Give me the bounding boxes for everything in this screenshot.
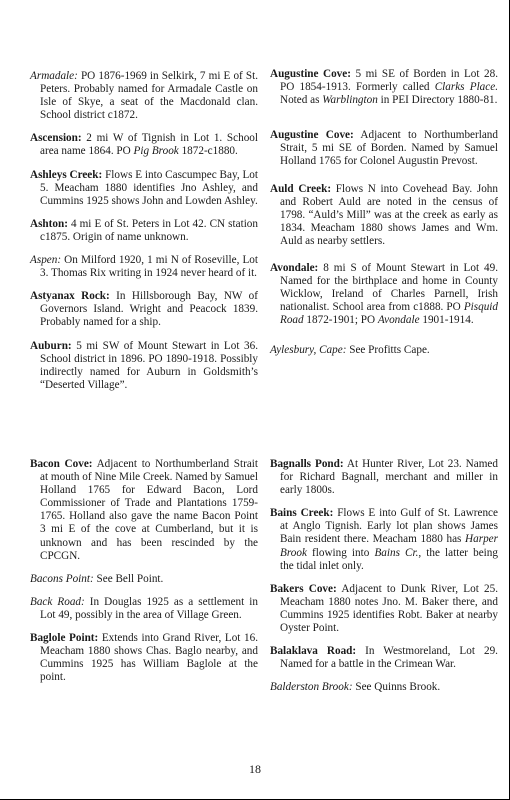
gazetteer-entry <box>30 596 258 622</box>
entry-italic-text: Bains Cr., <box>374 546 422 559</box>
entry-text: On Milford 1920, 1 mi N of Roseville, Lot 3. Thomas Rix writing in 1924 never heard of it. <box>40 254 258 280</box>
entry-text: In Hillsborough Bay, NW of Governors Island. Wright and Peacock 1839. Probably named for a ship. <box>40 290 258 329</box>
entry-text: Flows N into Covehead Bay. John and Robert Auld are noted in the census of 1798. “Auld’s Mill” was at the creek as early as 1834. Meacham 1880 shows James and Wm. Auld as nearby settlers. <box>280 182 498 247</box>
entry-text: Flows E into Gulf of St. Lawrence at Anglo Tignish. Early lot plan shows James Bain resident there. Meacham 1880 has <box>280 507 498 546</box>
right-column-bottom <box>270 458 498 704</box>
entry-term: Bagnalls Pond: <box>270 458 344 470</box>
entry-text: Extends into Grand River, Lot 16. Meacham 1880 shows Chas. Baglo nearby, and Cummins 1925 has William Baglole at the point. <box>40 632 258 684</box>
entry-text: 1901-1914. <box>419 314 474 327</box>
gazetteer-entry <box>30 573 258 586</box>
left-column-top <box>30 70 258 402</box>
gazetteer-entry <box>270 183 498 248</box>
gazetteer-entry <box>30 340 258 392</box>
entry-text: Adjacent to Northumberland Strait, 5 mi SE of Borden. Named by Samuel Holland 1765 for Colonel Augustin Prevost. <box>280 129 498 168</box>
gazetteer-entry <box>30 290 258 329</box>
gazetteer-entry <box>270 507 498 572</box>
entry-term: Avondale: <box>270 262 319 275</box>
entry-term: Augustine Cove: <box>270 68 351 80</box>
entry-term: Ascension: <box>30 132 82 145</box>
gazetteer-entry <box>30 458 258 563</box>
entry-term: Bacons Point: <box>30 572 94 585</box>
entry-text: 5 mi SW of Mount Stewart in Lot 36. School district in 1896. PO 1890-1918. Possibly indirectly named for Auburn in Goldsmith’s “Deserted Village”. <box>40 339 258 391</box>
entry-italic-text: Pig Brook <box>133 145 179 158</box>
entry-italic-text: Harper Brook <box>280 533 498 559</box>
gazetteer-entry <box>30 254 258 280</box>
entry-text: 2 mi W of Tignish in Lot 1. School area name 1864. PO <box>40 132 258 158</box>
gazetteer-entry <box>30 70 258 122</box>
entry-term: Armadale: <box>30 70 78 82</box>
entry-text: See Bell Point. <box>93 572 164 585</box>
entry-text: PO 1876-1969 in Selkirk, 7 mi E of St. Peters. Probably named for Armadale Castle on Isle of Skye, a seat of the Macdonald clan. School district c1872. <box>40 70 258 122</box>
gazetteer-entry <box>30 218 258 244</box>
gazetteer-entry <box>270 681 498 694</box>
left-column-bottom <box>30 458 258 694</box>
entry-text: 8 mi S of Mount Stewart in Lot 49. Named for the birthplace and home in County Wicklow, Ireland of Charles Parnell, Irish nationalist. School area from c1888. PO <box>280 262 498 314</box>
entry-term: Astyanax Rock: <box>30 290 110 303</box>
entry-text: 4 mi E of St. Peters in Lot 42. CN station c1875. Origin of name unknown. <box>40 217 258 243</box>
entry-term: Balaklava Road: <box>270 645 357 658</box>
gazetteer-entry <box>30 169 258 208</box>
entry-text: Noted as <box>280 94 323 107</box>
gazetteer-entry <box>30 132 258 158</box>
entry-text: 1872-1901; PO <box>303 314 378 327</box>
entry-text: At Hunter River, Lot 23. Named for Richard Bagnall, merchant and miller in early 1800s. <box>280 458 498 497</box>
entry-term: Aspen: <box>30 254 62 267</box>
gazetteer-entry <box>270 344 498 357</box>
entry-italic-text: Avondale <box>377 314 420 327</box>
gazetteer-entry <box>270 458 498 497</box>
entry-term: Auld Creek: <box>270 182 332 195</box>
right-column-top <box>270 68 498 367</box>
entry-term: Back Road: <box>30 595 85 608</box>
entry-text: In Westmoreland, Lot 29. Named for a battle in the Crimean War. <box>280 645 498 671</box>
entry-text: in PEI Directory 1880-81. <box>377 94 498 107</box>
gazetteer-entry <box>270 645 498 671</box>
entry-term: Bakers Cove: <box>270 582 337 595</box>
entry-text: flowing into <box>306 546 375 559</box>
entry-term: Balderston Brook: <box>270 681 353 694</box>
page-number: 18 <box>249 762 261 776</box>
entry-italic-text: Warblington <box>322 94 378 107</box>
entry-term: Ashton: <box>30 217 68 230</box>
entry-italic-text: Pisquid Road <box>280 301 498 327</box>
entry-text: See Profitts Cape. <box>346 343 430 356</box>
entry-text: 1872-c1880. <box>178 145 238 158</box>
gazetteer-entry <box>270 68 498 107</box>
gazetteer-entry <box>270 129 498 168</box>
entry-text: See Quinns Brook. <box>352 681 441 694</box>
entry-text: 5 mi SE of Borden in Lot 28. PO 1854-1913. Formerly called <box>280 68 499 94</box>
entry-term: Augustine Cove: <box>270 129 354 142</box>
entry-term: Bacon Cove: <box>30 458 93 470</box>
gazetteer-entry <box>270 262 498 327</box>
gazetteer-entry <box>270 583 498 635</box>
entry-italic-text: Clarks Place. <box>434 81 498 94</box>
entry-term: Baglole Point: <box>30 632 99 645</box>
entry-text: the latter being the tidal inlet only. <box>280 546 498 572</box>
entry-text: Adjacent to Northumberland Strait at mouth of Nine Mile Creek. Named by Samuel Holland 1765 for Edward Bacon, Lord Commissioner of Trade and Plantations 1759-1765. Holland also gave the name Bacon Point 3 mi E of the cove at Cumberland, but it is unknown and has been rescinded by the CPCGN. <box>40 458 258 562</box>
entry-term: Aylesbury, Cape: <box>270 343 347 356</box>
entry-term: Bains Creek: <box>270 507 334 520</box>
entry-term: Ashleys Creek: <box>30 168 103 181</box>
gazetteer-entry <box>30 632 258 684</box>
entry-text: Adjacent to Dunk River, Lot 25. Meacham 1880 notes Jno. M. Baker there, and Cummins 1925 identifies Robt. Baker at nearby Oyster Point. <box>280 582 498 635</box>
entry-text: In Douglas 1925 as a settlement in Lot 49, possibly in the area of Village Green. <box>40 595 258 621</box>
entry-term: Auburn: <box>30 339 72 352</box>
entry-text: Flows E into Cascumpec Bay, Lot 5. Meacham 1880 identifies Jno Ashley, and Cummins 1925 shows John and Lowden Ashley. <box>40 168 258 207</box>
